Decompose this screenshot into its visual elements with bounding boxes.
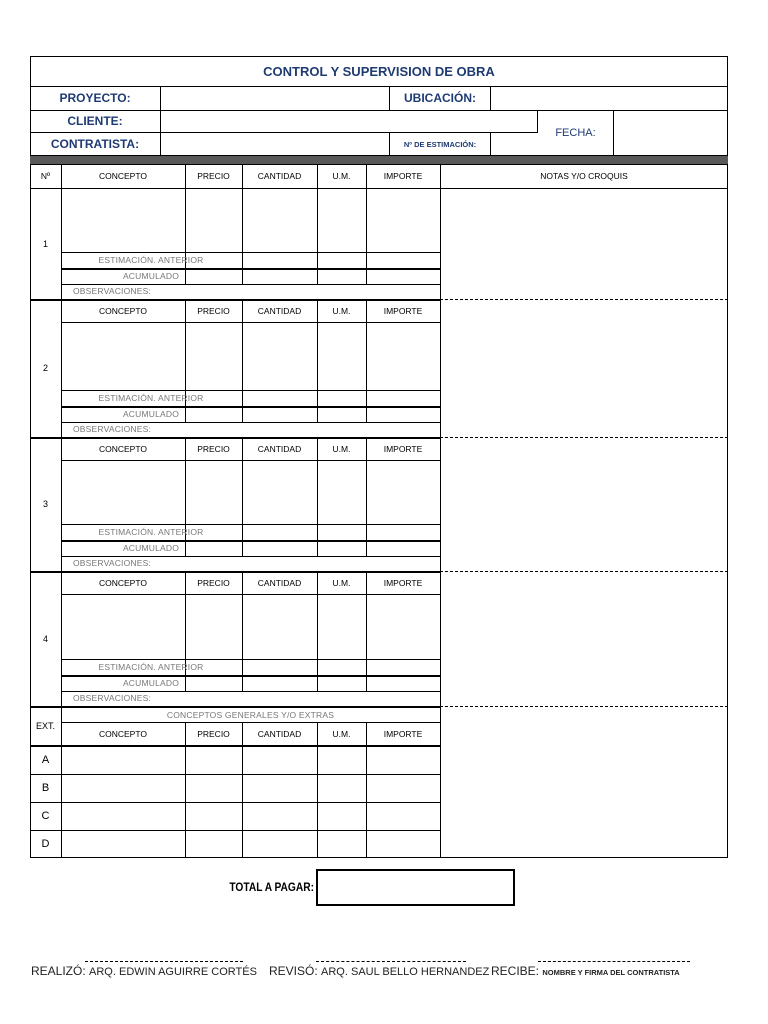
col-line <box>242 722 243 745</box>
col-line <box>185 164 186 188</box>
estimacion-anterior-label: ESTIMACIÓN. ANTERIOR <box>98 254 204 265</box>
recibe-label: RECIBE: <box>491 964 540 978</box>
col-line <box>366 299 367 323</box>
notes-dash <box>440 437 728 438</box>
acumulado-label: ACUMULADO <box>122 408 180 419</box>
concept-entry[interactable] <box>61 595 185 659</box>
extras-notes-dash <box>440 706 728 707</box>
reviso-signature <box>269 964 490 982</box>
col-line <box>242 571 243 595</box>
notes-line <box>440 706 441 858</box>
ext-row-label: C <box>41 810 50 822</box>
estimacion-anterior-label: ESTIMACIÓN. ANTERIOR <box>98 392 204 403</box>
total-label: TOTAL A PAGAR: <box>229 880 314 894</box>
fecha-field[interactable] <box>613 110 728 156</box>
ubicacion-field[interactable] <box>490 86 728 110</box>
reviso-signature-line <box>316 961 466 962</box>
ext-row-entry[interactable] <box>61 746 440 774</box>
precio-header: PRECIO <box>197 578 230 588</box>
recibe-name: NOMBRE Y FIRMA DEL CONTRATISTA <box>542 968 680 977</box>
col-line <box>185 722 186 745</box>
cliente-label: CLIENTE: <box>67 114 123 128</box>
gray-separator-bar <box>30 156 728 164</box>
extras-group-label: CONCEPTOS GENERALES Y/O EXTRAS <box>166 710 335 720</box>
col-line <box>366 746 367 858</box>
recibe-signature-line <box>538 961 690 962</box>
ext-label: EXT. <box>35 721 55 731</box>
importe-header: IMPORTE <box>383 578 423 588</box>
ext-row-label: B <box>41 782 50 794</box>
observaciones-label: OBSERVACIONES: <box>73 693 152 703</box>
concepto-header: CONCEPTO <box>98 306 148 316</box>
cantidad-header: CANTIDAD <box>257 578 302 588</box>
col-line <box>366 437 367 461</box>
precio-header: PRECIO <box>197 306 230 316</box>
cantidad-header: CANTIDAD <box>257 729 302 739</box>
col-line <box>317 722 318 745</box>
realizo-signature <box>31 964 261 982</box>
importe-header: IMPORTE <box>383 306 423 316</box>
realizo-name: ARQ. EDWIN AGUIRRE CORTÉS <box>89 966 257 978</box>
concept-entry[interactable] <box>61 323 185 390</box>
importe-header: IMPORTE <box>383 729 423 739</box>
acumulado-label: ACUMULADO <box>122 270 180 281</box>
block-number: 3 <box>42 499 48 509</box>
ext-row-entry[interactable] <box>61 830 440 858</box>
observaciones-label: OBSERVACIONES: <box>73 424 152 434</box>
col-line <box>185 437 186 461</box>
col-line <box>317 164 318 188</box>
col-line <box>242 164 243 188</box>
realizo-label: REALIZÓ: <box>31 964 86 978</box>
reviso-name: ARQ. SAUL BELLO HERNANDEZ <box>321 966 490 978</box>
no-header: Nº <box>40 171 51 181</box>
ext-row-entry[interactable] <box>61 774 440 802</box>
estimacion-anterior-label: ESTIMACIÓN. ANTERIOR <box>98 661 204 672</box>
cantidad-header: CANTIDAD <box>257 306 302 316</box>
estimacion-field[interactable] <box>490 132 538 156</box>
um-header: U.M. <box>332 306 351 316</box>
um-header: U.M. <box>332 578 351 588</box>
importe-header: IMPORTE <box>383 444 423 454</box>
ext-row-label: A <box>41 754 50 766</box>
concept-entry[interactable] <box>61 188 185 252</box>
col-line <box>242 437 243 461</box>
contratista-label: CONTRATISTA: <box>50 137 140 151</box>
proyecto-label: PROYECTO: <box>59 91 131 105</box>
observaciones-label: OBSERVACIONES: <box>73 286 152 296</box>
notes-dash <box>440 571 728 572</box>
cantidad-header: CANTIDAD <box>257 171 302 181</box>
concept-entry[interactable] <box>61 461 185 524</box>
importe-header: IMPORTE <box>383 171 423 181</box>
um-header: U.M. <box>332 729 351 739</box>
cantidad-header: CANTIDAD <box>257 444 302 454</box>
fecha-label: FECHA: <box>555 127 596 139</box>
ubicacion-label: UBICACIÓN: <box>404 91 476 105</box>
col-line <box>185 746 186 858</box>
col-line <box>440 164 441 708</box>
cliente-field[interactable] <box>160 110 538 132</box>
col-line <box>317 299 318 323</box>
concepto-header: CONCEPTO <box>98 171 148 181</box>
concepto-header: CONCEPTO <box>98 578 148 588</box>
col-line <box>317 437 318 461</box>
col-line <box>242 746 243 858</box>
contratista-field[interactable] <box>160 132 390 156</box>
col-line <box>185 571 186 595</box>
um-header: U.M. <box>332 171 351 181</box>
ext-row-label: D <box>41 838 50 850</box>
reviso-label: REVISÓ: <box>269 964 318 978</box>
acumulado-label: ACUMULADO <box>122 677 180 688</box>
notas-header: NOTAS Y/O CROQUIS <box>540 171 628 181</box>
precio-header: PRECIO <box>197 444 230 454</box>
page-title: CONTROL Y SUPERVISION DE OBRA <box>263 63 495 79</box>
block-number: 4 <box>42 633 48 644</box>
total-field[interactable] <box>316 869 515 906</box>
observaciones-label: OBSERVACIONES: <box>73 558 152 568</box>
col-line <box>366 571 367 595</box>
recibe-signature <box>491 964 711 982</box>
um-header: U.M. <box>332 444 351 454</box>
col-line <box>366 722 367 745</box>
proyecto-field[interactable] <box>160 86 390 110</box>
notes-dash <box>440 299 728 300</box>
block-number: 2 <box>42 363 48 373</box>
col-line <box>366 164 367 188</box>
concepto-header: CONCEPTO <box>98 729 148 739</box>
acumulado-label: ACUMULADO <box>122 542 180 553</box>
estimacion-anterior-label: ESTIMACIÓN. ANTERIOR <box>98 526 204 537</box>
ext-row-entry[interactable] <box>61 802 440 830</box>
col-line <box>242 299 243 323</box>
col-line <box>317 571 318 595</box>
block-number: 1 <box>42 238 48 249</box>
precio-header: PRECIO <box>197 171 230 181</box>
estimacion-label: Nº DE ESTIMACIÓN: <box>403 139 477 149</box>
col-line <box>317 746 318 858</box>
realizo-signature-line <box>85 961 243 962</box>
col-line <box>185 299 186 323</box>
precio-header: PRECIO <box>197 729 230 739</box>
concepto-header: CONCEPTO <box>98 444 148 454</box>
